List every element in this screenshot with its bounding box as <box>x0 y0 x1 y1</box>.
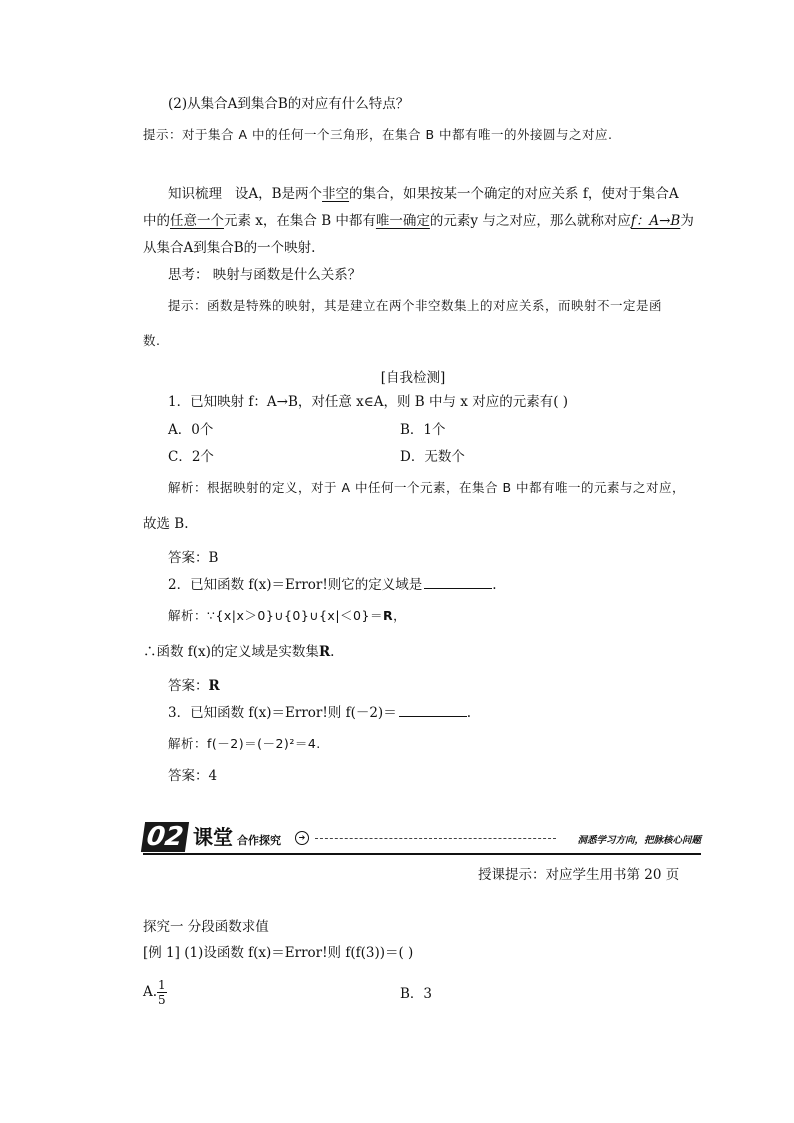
q2-stem: 2．已知函数 f(x)＝Error!则它的定义域是 <box>168 577 423 593</box>
think-hint-line-2: 数. <box>143 333 161 348</box>
q2-solution-line-1 <box>168 607 406 625</box>
q3-text <box>168 704 471 722</box>
section-tagline: 洞悉学习方向，把脉核心问题 <box>577 835 701 846</box>
question-2-text: (2)从集合A到集合B的对应有什么特点？ <box>168 96 410 112</box>
q3-period: . <box>466 705 471 721</box>
hint-text: 提示：对于集合 A 中的任何一个三角形，在集合 B 中都有唯一的外接圆与之对应. <box>143 127 613 142</box>
fraction-denominator: 5 <box>158 993 166 1007</box>
answer-label: 答案： <box>168 678 209 694</box>
underlined-term: 任意一个 <box>170 213 224 229</box>
knowledge-line-3: 从集合A到集合B的一个映射. <box>143 240 316 256</box>
underlined-term: 非空 <box>322 186 350 202</box>
real-set-symbol: R <box>382 608 394 623</box>
think-question: 思考： 映射与函数是什么关系？ <box>168 267 362 283</box>
teaching-hint: 授课提示：对应学生用书第 20 页 <box>478 867 680 883</box>
q1-option-b: B．1个 <box>400 422 446 438</box>
underlined-term: 唯一确定 <box>375 213 430 229</box>
q1-solution-line-1: 解析：根据映射的定义，对于 A 中任何一个元素，在集合 B 中都有唯一的元素与之对应， <box>168 480 686 495</box>
knowledge-text: 为 <box>680 213 694 229</box>
section-number: 02 <box>141 822 189 852</box>
section-banner <box>143 822 701 854</box>
knowledge-text: 中的 <box>143 213 170 229</box>
q1-text: 1．已知映射 f：A→B，对任意 x∈A，则 B 中与 x 对应的元素有( ) <box>168 394 569 410</box>
arrow-circle-icon: ➔ <box>295 831 309 845</box>
q2-solution-text: . <box>330 644 335 660</box>
knowledge-text: 的集合，如果按某一个确定的对应关系 f，使对于集合A <box>349 186 679 202</box>
q1-option-d: D．无数个 <box>400 449 465 465</box>
explore-title: 探究一 分段函数求值 <box>143 919 269 935</box>
q3-answer: 答案：4 <box>168 768 218 784</box>
q2-solution-text: ∴函数 f(x)的定义域是实数集 <box>143 644 319 660</box>
fraction-numerator: 1 <box>158 978 166 992</box>
q3-solution: 解析：f(－2)＝(－2)²＝4. <box>168 736 321 751</box>
q3-stem: 3．已知函数 f(x)＝Error!则 f(－2)＝ <box>168 705 397 721</box>
knowledge-text: 的元素y 与之对应，那么就称对应 <box>429 213 631 229</box>
self-check-title: [自我检测] <box>380 370 446 386</box>
dashed-divider <box>315 838 556 839</box>
example-option-a <box>143 978 167 1007</box>
think-hint-line-1: 提示：函数是特殊的映射，其是建立在两个非空数集上的对应关系，而映射不一定是函 <box>168 298 663 313</box>
section-subtitle: 合作探究 <box>237 834 281 847</box>
q2-answer <box>168 677 220 695</box>
q2-solution-text: ， <box>393 608 407 623</box>
q1-option-c: C．2个 <box>168 449 214 465</box>
knowledge-text: 元素 x，在集合 B 中都有 <box>224 213 376 229</box>
example-option-b: B．3 <box>400 986 433 1002</box>
knowledge-line-1 <box>168 185 679 203</box>
q1-solution-line-2: 故选 B. <box>143 516 189 532</box>
answer-blank <box>399 704 467 717</box>
fraction <box>157 978 167 1007</box>
knowledge-label: 知识梳理 <box>168 186 222 202</box>
q2-period: . <box>492 577 497 593</box>
underlined-term: f：A→B <box>630 213 681 229</box>
answer-blank <box>424 576 492 589</box>
real-set-symbol: R <box>318 644 331 660</box>
section-title: 课堂 <box>193 825 233 849</box>
q1-option-a: A．0个 <box>168 422 214 438</box>
example-1-text: [例 1] (1)设函数 f(x)＝Error!则 f(f(3))＝( ) <box>143 945 414 961</box>
q2-solution-text: 解析：∵{x|x＞0}∪{0}∪{x|＜0}＝ <box>168 608 383 623</box>
real-set-symbol: R <box>208 678 220 694</box>
q1-answer: 答案：B <box>168 550 219 566</box>
q2-solution-line-2 <box>143 643 334 661</box>
banner-rule <box>143 853 701 855</box>
q2-text <box>168 576 497 594</box>
knowledge-text: 设A，B是两个 <box>234 186 323 202</box>
knowledge-line-2 <box>143 212 694 230</box>
option-label: A. <box>143 984 158 1000</box>
